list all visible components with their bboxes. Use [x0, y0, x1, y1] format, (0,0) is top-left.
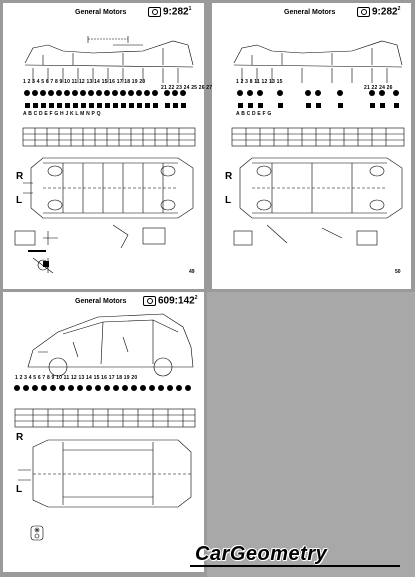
diagram-page-2	[212, 3, 411, 289]
page-code: $609:142^2$	[143, 295, 197, 306]
page-number: 49	[189, 269, 195, 275]
cargeometry-logo: CarGeometry	[195, 543, 328, 565]
marker-letters: A B C D E F G H J K L M N P Q	[23, 111, 101, 117]
marker-letters: A B C D E F G	[236, 111, 272, 117]
logo-underline	[190, 565, 400, 567]
marker-numbers: 1 2 3 4 5 6 7 8 9 10 11 12 13 14 15 16 17 18 19 20	[23, 79, 146, 85]
underbody-diagram	[3, 3, 204, 289]
underbody-diagram	[212, 3, 411, 289]
page-brand: General Motors	[75, 9, 127, 16]
page-code: $9:282^2$	[357, 6, 400, 17]
side-right-label: R	[225, 171, 233, 182]
side-left-label: L	[16, 484, 23, 495]
marker-numbers-extra: 21 22 24 26	[364, 85, 393, 91]
side-left-label: L	[225, 195, 232, 206]
diagram-page-1	[3, 3, 213, 289]
marker-numbers: 1 2 3 4 5 6 7 8 9 10 11 12 13 14 15 16 17 18 19 20	[15, 375, 138, 381]
side-right-label: R	[16, 432, 24, 443]
body-side-diagram	[3, 292, 204, 572]
diagram-page-3	[3, 292, 204, 572]
page-code: $9:282^1$	[148, 6, 191, 17]
page-brand: General Motors	[284, 9, 336, 16]
side-right-label: R	[16, 171, 24, 182]
page-brand: General Motors	[75, 298, 127, 305]
page-number: 50	[395, 269, 401, 275]
marker-numbers: 1 2 3 8 11 12 13 15	[236, 79, 283, 85]
marker-numbers-extra: 21 22 23 24 25 26 27	[161, 85, 213, 91]
blank-area	[207, 292, 415, 577]
side-left-label: L	[16, 195, 23, 206]
